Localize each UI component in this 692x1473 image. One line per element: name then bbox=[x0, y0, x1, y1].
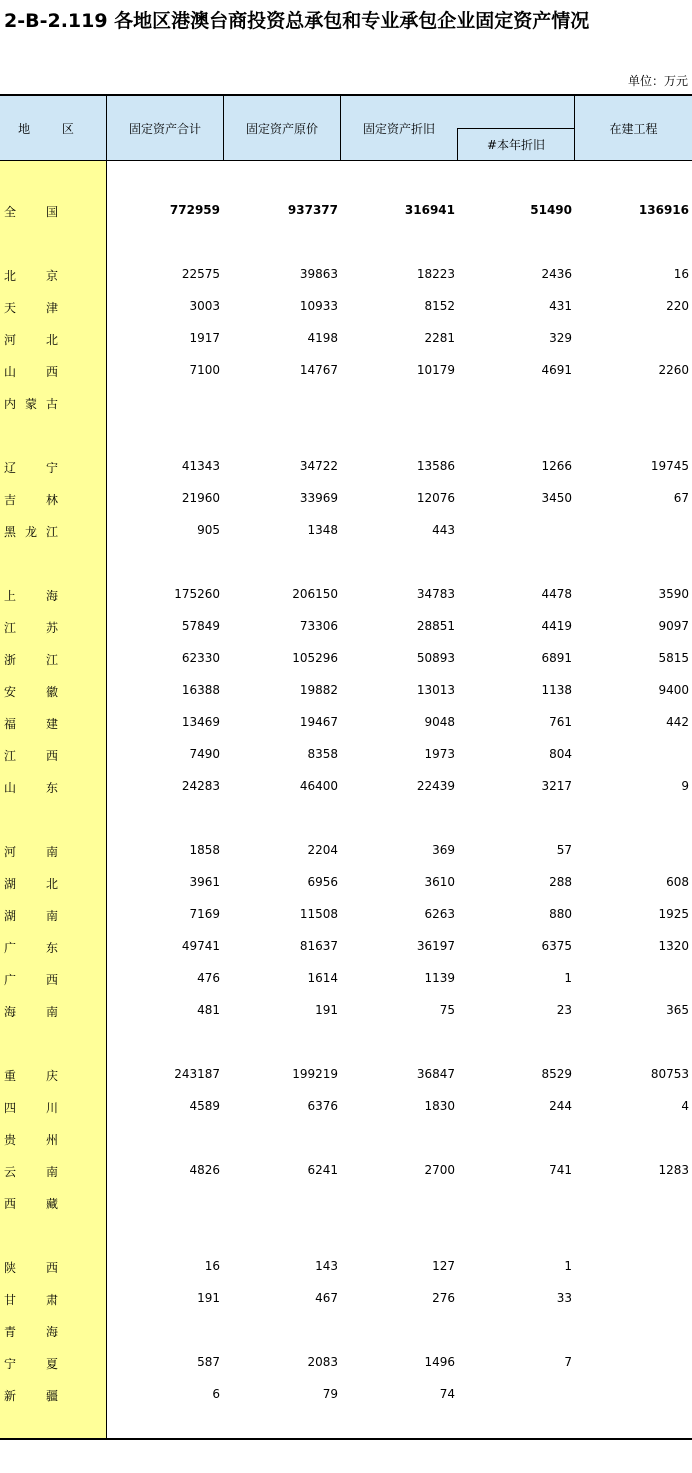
region-char: 北 bbox=[45, 877, 58, 891]
value-cell: 73306 bbox=[299, 619, 338, 633]
value-cell: 50893 bbox=[416, 651, 455, 665]
value-cell: 6956 bbox=[307, 875, 338, 889]
table-row bbox=[0, 872, 692, 894]
value-cell: 16 bbox=[204, 1259, 220, 1273]
region-char: 建 bbox=[45, 717, 58, 731]
region-char: 陕 bbox=[4, 1261, 17, 1275]
region-char: 黑 bbox=[4, 525, 17, 539]
region-name bbox=[4, 1099, 58, 1116]
value-cell: 24283 bbox=[181, 779, 220, 793]
region-char: 西 bbox=[4, 1197, 17, 1211]
region-name bbox=[4, 971, 58, 988]
header-total: 固定资产合计 bbox=[128, 121, 201, 136]
value-cell: 7 bbox=[564, 1355, 572, 1369]
value-cell: 3217 bbox=[541, 779, 572, 793]
region-char: 西 bbox=[45, 973, 58, 987]
header-current-dep: #本年折旧 bbox=[486, 138, 546, 152]
value-cell: 1138 bbox=[541, 683, 572, 697]
value-cell: 244 bbox=[549, 1099, 572, 1113]
value-cell: 276 bbox=[432, 1291, 455, 1305]
region-name bbox=[4, 619, 58, 636]
table-row bbox=[0, 1096, 692, 1118]
region-name bbox=[4, 395, 58, 412]
value-cell: 13013 bbox=[416, 683, 455, 697]
value-cell: 28851 bbox=[416, 619, 455, 633]
value-cell: 16 bbox=[673, 267, 689, 281]
value-cell: 22575 bbox=[181, 267, 220, 281]
table-row bbox=[0, 1160, 692, 1182]
region-name bbox=[4, 1291, 58, 1308]
region-name bbox=[4, 1195, 58, 1212]
region-char: 宁 bbox=[45, 461, 58, 475]
value-cell: 62330 bbox=[181, 651, 220, 665]
table-row bbox=[0, 744, 692, 766]
table-row bbox=[0, 904, 692, 926]
region-char: 疆 bbox=[45, 1389, 58, 1403]
table-row bbox=[0, 264, 692, 286]
region-char: 河 bbox=[4, 333, 17, 347]
table-row bbox=[0, 456, 692, 478]
value-cell: 19882 bbox=[299, 683, 338, 697]
header-region bbox=[0, 96, 106, 160]
value-cell: 136916 bbox=[638, 203, 689, 217]
region-char: 新 bbox=[4, 1389, 17, 1403]
region-name bbox=[4, 651, 58, 668]
value-cell: 1283 bbox=[658, 1163, 689, 1177]
value-cell: 6891 bbox=[541, 651, 572, 665]
region-char: 青 bbox=[4, 1325, 17, 1339]
region-name bbox=[4, 939, 58, 956]
region-name bbox=[4, 1163, 58, 1180]
table-row bbox=[0, 1064, 692, 1086]
value-cell: 2083 bbox=[307, 1355, 338, 1369]
value-cell: 1830 bbox=[424, 1099, 455, 1113]
header-depreciation: 固定资产折旧 bbox=[362, 121, 435, 136]
table-row bbox=[0, 616, 692, 638]
value-cell: 220 bbox=[666, 299, 689, 313]
region-name bbox=[4, 1355, 58, 1372]
region-char: 上 bbox=[4, 589, 17, 603]
region-char: 州 bbox=[45, 1133, 58, 1147]
table-row bbox=[0, 648, 692, 670]
value-cell: 4419 bbox=[541, 619, 572, 633]
value-cell: 23 bbox=[556, 1003, 572, 1017]
value-cell: 6241 bbox=[307, 1163, 338, 1177]
region-char: 北 bbox=[45, 333, 58, 347]
table-row bbox=[0, 1352, 692, 1374]
bottom-rule bbox=[0, 1438, 692, 1440]
region-char: 宁 bbox=[4, 1357, 17, 1371]
value-cell: 75 bbox=[439, 1003, 455, 1017]
value-cell: 6376 bbox=[307, 1099, 338, 1113]
value-cell: 13586 bbox=[416, 459, 455, 473]
value-cell: 4826 bbox=[189, 1163, 220, 1177]
header-divider bbox=[457, 128, 458, 160]
table-row bbox=[0, 1384, 692, 1406]
region-char: 山 bbox=[4, 781, 17, 795]
region-name bbox=[4, 1259, 58, 1276]
value-cell: 2436 bbox=[541, 267, 572, 281]
table-row bbox=[0, 840, 692, 862]
region-char: 广 bbox=[4, 941, 17, 955]
region-name bbox=[4, 779, 58, 796]
value-cell: 6263 bbox=[424, 907, 455, 921]
region-name bbox=[4, 1387, 58, 1404]
region-name bbox=[4, 299, 58, 316]
value-cell: 33 bbox=[556, 1291, 572, 1305]
table-row bbox=[0, 1256, 692, 1278]
value-cell: 19467 bbox=[299, 715, 338, 729]
value-cell: 3961 bbox=[189, 875, 220, 889]
region-char: 浙 bbox=[4, 653, 17, 667]
region-char: 林 bbox=[45, 493, 58, 507]
table-row bbox=[0, 520, 692, 542]
region-name bbox=[4, 331, 58, 348]
value-cell: 46400 bbox=[299, 779, 338, 793]
value-cell: 34783 bbox=[416, 587, 455, 601]
region-char: 湖 bbox=[4, 909, 17, 923]
value-cell: 9097 bbox=[658, 619, 689, 633]
value-cell: 2281 bbox=[424, 331, 455, 345]
region-char: 四 bbox=[4, 1101, 17, 1115]
table-row bbox=[0, 360, 692, 382]
region-char: 山 bbox=[4, 365, 17, 379]
value-cell: 905 bbox=[197, 523, 220, 537]
region-char: 南 bbox=[45, 1005, 58, 1019]
header-divider bbox=[106, 96, 107, 160]
value-cell: 5815 bbox=[658, 651, 689, 665]
value-cell: 199219 bbox=[292, 1067, 338, 1081]
value-cell: 772959 bbox=[169, 203, 220, 217]
value-cell: 2700 bbox=[424, 1163, 455, 1177]
region-divider bbox=[106, 161, 107, 1438]
value-cell: 1917 bbox=[189, 331, 220, 345]
value-cell: 6 bbox=[212, 1387, 220, 1401]
value-cell: 13469 bbox=[181, 715, 220, 729]
value-cell: 175260 bbox=[174, 587, 220, 601]
value-cell: 33969 bbox=[299, 491, 338, 505]
value-cell: 431 bbox=[549, 299, 572, 313]
region-name bbox=[4, 1003, 58, 1020]
value-cell: 804 bbox=[549, 747, 572, 761]
value-cell: 206150 bbox=[292, 587, 338, 601]
region-char: 江 bbox=[45, 525, 58, 539]
value-cell: 7490 bbox=[189, 747, 220, 761]
region-char: 天 bbox=[4, 301, 17, 315]
region-name bbox=[4, 267, 58, 284]
value-cell: 1858 bbox=[189, 843, 220, 857]
value-cell: 143 bbox=[315, 1259, 338, 1273]
value-cell: 3590 bbox=[658, 587, 689, 601]
value-cell: 1 bbox=[564, 1259, 572, 1273]
region-name bbox=[4, 587, 58, 604]
region-char: 龙 bbox=[24, 525, 37, 539]
region-char: 夏 bbox=[45, 1357, 58, 1371]
value-cell: 1 bbox=[564, 971, 572, 985]
region-char: 庆 bbox=[45, 1069, 58, 1083]
region-name bbox=[4, 715, 58, 732]
value-cell: 127 bbox=[432, 1259, 455, 1273]
region-name bbox=[4, 203, 58, 220]
value-cell: 3610 bbox=[424, 875, 455, 889]
value-cell: 16388 bbox=[181, 683, 220, 697]
value-cell: 8529 bbox=[541, 1067, 572, 1081]
value-cell: 36197 bbox=[416, 939, 455, 953]
region-name bbox=[4, 1323, 58, 1340]
header-subrule bbox=[457, 128, 575, 129]
region-char: 西 bbox=[45, 1261, 58, 1275]
table-row bbox=[0, 296, 692, 318]
value-cell: 6375 bbox=[541, 939, 572, 953]
value-cell: 74 bbox=[439, 1387, 455, 1401]
value-cell: 442 bbox=[666, 715, 689, 729]
header-original: 固定资产原价 bbox=[245, 121, 318, 136]
value-cell: 51490 bbox=[530, 203, 572, 217]
value-cell: 9400 bbox=[658, 683, 689, 697]
region-char: 云 bbox=[4, 1165, 17, 1179]
region-char: 河 bbox=[4, 845, 17, 859]
table-row bbox=[0, 936, 692, 958]
value-cell: 1266 bbox=[541, 459, 572, 473]
region-char: 海 bbox=[4, 1005, 17, 1019]
region-name bbox=[4, 1131, 58, 1148]
value-cell: 1614 bbox=[307, 971, 338, 985]
table-row bbox=[0, 392, 692, 414]
value-cell: 41343 bbox=[181, 459, 220, 473]
value-cell: 18223 bbox=[416, 267, 455, 281]
value-cell: 8152 bbox=[424, 299, 455, 313]
region-name bbox=[4, 491, 58, 508]
region-char: 京 bbox=[45, 269, 58, 283]
region-char: 江 bbox=[45, 653, 58, 667]
value-cell: 67 bbox=[673, 491, 689, 505]
region-char: 南 bbox=[45, 1165, 58, 1179]
value-cell: 9048 bbox=[424, 715, 455, 729]
region-char: 南 bbox=[45, 909, 58, 923]
region-char: 吉 bbox=[4, 493, 17, 507]
header-region-label: 地 区 bbox=[18, 121, 88, 136]
region-char: 川 bbox=[45, 1101, 58, 1115]
value-cell: 937377 bbox=[287, 203, 338, 217]
region-char: 全 bbox=[4, 205, 17, 219]
region-char: 徽 bbox=[45, 685, 58, 699]
value-cell: 10179 bbox=[416, 363, 455, 377]
region-name bbox=[4, 523, 58, 540]
value-cell: 608 bbox=[666, 875, 689, 889]
value-cell: 21960 bbox=[181, 491, 220, 505]
value-cell: 2260 bbox=[658, 363, 689, 377]
value-cell: 243187 bbox=[174, 1067, 220, 1081]
region-char: 南 bbox=[45, 845, 58, 859]
region-char: 古 bbox=[45, 397, 58, 411]
value-cell: 880 bbox=[549, 907, 572, 921]
page-title: 2-B-2.119 各地区港澳台商投资总承包和专业承包企业固定资产情况 bbox=[4, 10, 590, 32]
value-cell: 1139 bbox=[424, 971, 455, 985]
table-row bbox=[0, 584, 692, 606]
region-name bbox=[4, 1067, 58, 1084]
value-cell: 14767 bbox=[299, 363, 338, 377]
value-cell: 288 bbox=[549, 875, 572, 889]
table-row bbox=[0, 488, 692, 510]
value-cell: 481 bbox=[197, 1003, 220, 1017]
value-cell: 191 bbox=[197, 1291, 220, 1305]
region-char: 甘 bbox=[4, 1293, 17, 1307]
value-cell: 761 bbox=[549, 715, 572, 729]
region-column bbox=[0, 161, 106, 1438]
value-cell: 57849 bbox=[181, 619, 220, 633]
region-char: 安 bbox=[4, 685, 17, 699]
value-cell: 316941 bbox=[404, 203, 455, 217]
region-char: 苏 bbox=[45, 621, 58, 635]
value-cell: 11508 bbox=[299, 907, 338, 921]
region-char: 国 bbox=[45, 205, 58, 219]
region-char: 江 bbox=[4, 749, 17, 763]
table-row bbox=[0, 328, 692, 350]
value-cell: 57 bbox=[556, 843, 572, 857]
value-cell: 80753 bbox=[650, 1067, 689, 1081]
region-name bbox=[4, 875, 58, 892]
value-cell: 34722 bbox=[299, 459, 338, 473]
region-char: 贵 bbox=[4, 1133, 17, 1147]
table-row bbox=[0, 968, 692, 990]
region-char: 重 bbox=[4, 1069, 17, 1083]
region-name bbox=[4, 843, 58, 860]
value-cell: 4478 bbox=[541, 587, 572, 601]
table-row bbox=[0, 712, 692, 734]
value-cell: 81637 bbox=[299, 939, 338, 953]
value-cell: 741 bbox=[549, 1163, 572, 1177]
value-cell: 1348 bbox=[307, 523, 338, 537]
value-cell: 1925 bbox=[658, 907, 689, 921]
value-cell: 587 bbox=[197, 1355, 220, 1369]
region-char: 江 bbox=[4, 621, 17, 635]
table-row bbox=[0, 680, 692, 702]
table-row bbox=[0, 200, 692, 222]
table-header bbox=[0, 96, 692, 161]
value-cell: 12076 bbox=[416, 491, 455, 505]
value-cell: 4198 bbox=[307, 331, 338, 345]
table-row bbox=[0, 1320, 692, 1342]
region-char: 湖 bbox=[4, 877, 17, 891]
region-char: 肃 bbox=[45, 1293, 58, 1307]
value-cell: 1496 bbox=[424, 1355, 455, 1369]
region-char: 蒙 bbox=[24, 397, 37, 411]
value-cell: 4 bbox=[681, 1099, 689, 1113]
region-char: 西 bbox=[45, 749, 58, 763]
region-char: 北 bbox=[4, 269, 17, 283]
region-char: 藏 bbox=[45, 1197, 58, 1211]
value-cell: 2204 bbox=[307, 843, 338, 857]
unit-label: 单位：万元 bbox=[627, 74, 688, 88]
value-cell: 9 bbox=[681, 779, 689, 793]
region-char: 广 bbox=[4, 973, 17, 987]
region-name bbox=[4, 363, 58, 380]
table-row bbox=[0, 1128, 692, 1150]
region-name bbox=[4, 459, 58, 476]
region-char: 津 bbox=[45, 301, 58, 315]
value-cell: 443 bbox=[432, 523, 455, 537]
value-cell: 10933 bbox=[299, 299, 338, 313]
value-cell: 79 bbox=[322, 1387, 338, 1401]
region-char: 海 bbox=[45, 1325, 58, 1339]
value-cell: 22439 bbox=[416, 779, 455, 793]
region-char: 海 bbox=[45, 589, 58, 603]
value-cell: 329 bbox=[549, 331, 572, 345]
value-cell: 1973 bbox=[424, 747, 455, 761]
region-char: 东 bbox=[45, 781, 58, 795]
table-row bbox=[0, 776, 692, 798]
region-char: 西 bbox=[45, 365, 58, 379]
value-cell: 7169 bbox=[189, 907, 220, 921]
region-name bbox=[4, 747, 58, 764]
table-row bbox=[0, 1000, 692, 1022]
table-row bbox=[0, 1288, 692, 1310]
region-name bbox=[4, 683, 58, 700]
value-cell: 467 bbox=[315, 1291, 338, 1305]
header-divider bbox=[223, 96, 224, 160]
value-cell: 369 bbox=[432, 843, 455, 857]
value-cell: 3003 bbox=[189, 299, 220, 313]
value-cell: 8358 bbox=[307, 747, 338, 761]
value-cell: 4589 bbox=[189, 1099, 220, 1113]
region-char: 内 bbox=[4, 397, 17, 411]
value-cell: 49741 bbox=[181, 939, 220, 953]
value-cell: 105296 bbox=[292, 651, 338, 665]
value-cell: 365 bbox=[666, 1003, 689, 1017]
header-construction: 在建工程 bbox=[609, 121, 658, 136]
value-cell: 1320 bbox=[658, 939, 689, 953]
value-cell: 36847 bbox=[416, 1067, 455, 1081]
value-cell: 4691 bbox=[541, 363, 572, 377]
value-cell: 19745 bbox=[650, 459, 689, 473]
value-cell: 7100 bbox=[189, 363, 220, 377]
region-char: 辽 bbox=[4, 461, 17, 475]
header-divider bbox=[340, 96, 341, 160]
value-cell: 191 bbox=[315, 1003, 338, 1017]
table-row bbox=[0, 1192, 692, 1214]
value-cell: 39863 bbox=[299, 267, 338, 281]
region-char: 东 bbox=[45, 941, 58, 955]
region-char: 福 bbox=[4, 717, 17, 731]
value-cell: 3450 bbox=[541, 491, 572, 505]
value-cell: 476 bbox=[197, 971, 220, 985]
region-name bbox=[4, 907, 58, 924]
